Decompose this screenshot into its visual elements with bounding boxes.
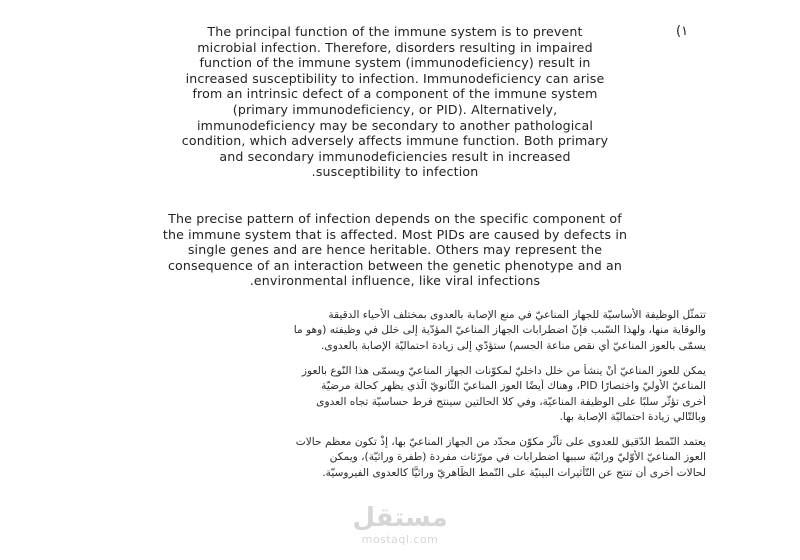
text-line: .environmental influence, like viral infections [249, 273, 541, 289]
arabic-paragraph-1 [88, 308, 706, 354]
text-line: العوز المناعيّ الأوّليّ وراثيّة سببها اضطرابات في مورّثات مفردة (طفرة وراثيّة)، ويمكن [329, 451, 706, 464]
text-line: immunodeficiency may be secondary to another pathological [197, 117, 593, 133]
watermark [340, 503, 460, 546]
text-line: تتمثّل الوظيفة الأساسيّة للجهاز المناعيّ في منع الإصابة بالعدوى بمختلف الأحياء الدقيقة [328, 309, 706, 321]
text-line: The principal function of the immune system is to prevent [207, 24, 583, 39]
text-line: يعتمد النّمط الدّقيق للعدوى على تأثّر مكوّن محدّد من الجهاز المناعيّ بها، إذْ تكون معظم حالات [295, 436, 706, 448]
text-line: consequence of an interaction between the genetic phenotype and an [167, 257, 623, 273]
arabic-paragraph-3 [88, 435, 706, 481]
arabic-paragraph-2 [88, 364, 706, 426]
text-line: يسمّى بالعوز المناعيّ أي نقص مناعة الجسم) ستؤدّي إلى زيادة احتماليّة الإصابة بالعدوى. [321, 339, 706, 352]
watermark-logo: مستقل [352, 503, 448, 533]
text-line: increased susceptibility to infection. Immunodeficiency can arise [185, 70, 605, 86]
text-line: microbial infection. Therefore, disorders resulting in impaired [197, 39, 593, 55]
text-line: the immune system that is affected. Most PIDs are caused by defects in [162, 226, 628, 242]
english-paragraph-2 [110, 211, 680, 289]
text-line: condition, which adversely affects immune function. Both primary [181, 133, 609, 149]
text-line: The precise pattern of infection depends on the specific component of [168, 211, 622, 226]
text-line: أخرى تؤثّر سلبًا على الوظيفة المناعيّة، وفي كلا الحالتين سينتج فرط حساسيّة تجاه العدوى [316, 395, 706, 408]
text-line: from an intrinsic defect of a component of the immune system [192, 86, 598, 102]
text-line: (primary immunodeficiency, or PID). Alternatively, [232, 101, 558, 117]
watermark-url: mostaql.com [361, 533, 439, 546]
text-line: يمكن للعوز المناعيّ أنْ ينشأ من خلل داخليّ لمكوّنات الجهاز المناعيّ ويسمّى هذا النّوع بالعوز [301, 365, 706, 377]
text-line: .susceptibility to infection [311, 164, 479, 180]
text-line: والوقاية منها، ولهذا السّبب فإنّ اضطرابات الجهاز المناعيّ المؤدّية إلى خلل في وظيفته (وهو ما [293, 324, 706, 337]
text-line: function of the immune system (immunodeficiency) result in [199, 55, 591, 71]
english-paragraph-1 [110, 24, 680, 180]
text-line: and secondary immunodeficiencies result in increased [219, 148, 571, 164]
text-line: لحالات أخرى أن تنتج عن التّأثيرات البينيّة على النّمط الظّاهريّ وراثيًّا كالعدوى الفيروسيّة. [322, 466, 706, 479]
list-item-marker: (١ [676, 24, 689, 39]
text-line: single genes and are hence heritable. Others may represent the [187, 242, 603, 258]
text-line: وبالتّالي زيادة احتماليّة الإصابة بها. [559, 411, 706, 424]
text-line: المناعيّ الأوليّ واختصارًا PID، وهناك أيضًا العوز المناعيّ الثّانويّ الّذي يظهر كحالة مرضيّة [321, 380, 706, 393]
